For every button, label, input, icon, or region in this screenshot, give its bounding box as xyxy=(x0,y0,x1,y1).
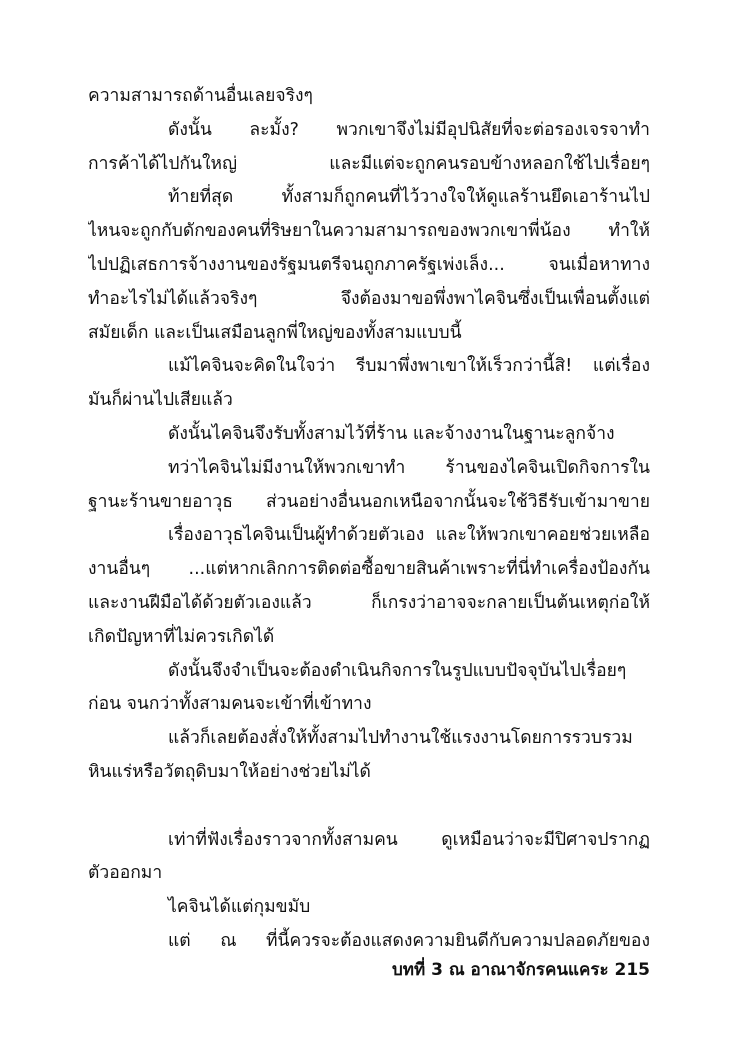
text-line: การค้าได้ไปกันใหญ่ และมีแต่จะถูกคนรอบข้างหลอกใช้ไปเรื่อยๆ xyxy=(88,153,650,174)
text-line: ฐานะร้านขายอาวุธ ส่วนอย่างอื่นนอกเหนือจากนั้นจะใช้วิธีรับเข้ามาขาย xyxy=(88,491,650,512)
text-line: แม้ไคจินจะคิดในใจว่า รีบมาพึ่งพาเขาให้เร็วกว่านี้สิ! แต่เรื่อง xyxy=(168,356,650,377)
text-line: ทำอะไรไม่ได้แล้วจริงๆ จึงต้องมาขอพึ่งพาไคจินซึ่งเป็นเพื่อนตั้งแต่ xyxy=(88,288,650,309)
text-line: ก่อน จนกว่าทั้งสามคนจะเข้าที่เข้าทาง xyxy=(88,694,372,715)
text-line: ทว่าไคจินไม่มีงานให้พวกเขาทำ ร้านของไคจินเปิดกิจการใน xyxy=(168,457,650,478)
text-line: ดังนั้น ละมั้ง? พวกเขาจึงไม่มีอุปนิสัยที่จะต่อรองเจรจาทำ xyxy=(168,119,650,140)
paragraph-gap xyxy=(88,790,650,824)
text-line: แต่ ณ ที่นี้ควรจะต้องแสดงความยินดีกับความปลอดภัยของ xyxy=(168,930,650,951)
text-line: สมัยเด็ก และเป็นเสมือนลูกพี่ใหญ่ของทั้งสามแบบนี้ xyxy=(88,322,462,343)
text-line: แล้วก็เลยต้องสั่งให้ทั้งสามไปทำงานใช้แรงงานโดยการรวบรวม xyxy=(168,728,633,749)
text-line: ท้ายที่สุด ทั้งสามก็ถูกคนที่ไว้วางใจให้ดูแลร้านยึดเอาร้านไป xyxy=(168,187,650,208)
text-line: ดังนั้นไคจินจึงรับทั้งสามไว้ที่ร้าน และจ้างงานในฐานะลูกจ้าง xyxy=(168,423,615,444)
body-text xyxy=(88,80,650,959)
text-line: งานอื่นๆ ...แต่หากเลิกการติดต่อซื้อขายสินค้าเพราะที่นี่ทำเครื่องป้องกัน xyxy=(88,559,650,580)
text-line: เกิดปัญหาที่ไม่ควรเกิดได้ xyxy=(88,626,275,647)
text-line: ความสามารถด้านอื่นเลยจริงๆ xyxy=(88,86,313,106)
text-line: ไปปฏิเสธการจ้างงานของรัฐมนตรีจนถูกภาครัฐเพ่งเล็ง... จนเมื่อหาทาง xyxy=(88,254,650,275)
text-line: ไหนจะถูกกับดักของคนที่ริษยาในความสามารถของพวกเขาพี่น้อง ทำให้ xyxy=(88,221,650,242)
text-line: มันก็ผ่านไปเสียแล้ว xyxy=(88,390,233,411)
text-line: เท่าที่ฟังเรื่องราวจากทั้งสามคน ดูเหมือนว่าจะมีปิศาจปรากฏ xyxy=(168,829,650,850)
text-line: ดังนั้นจึงจำเป็นจะต้องดำเนินกิจการในรูปแบบปัจจุบันไปเรื่อยๆ xyxy=(168,660,627,681)
text-line: ไคจินได้แต่กุมขมับ xyxy=(168,897,311,918)
text-line: และงานฝีมือได้ด้วยตัวเองแล้ว ก็เกรงว่าอาจจะกลายเป็นต้นเหตุก่อให้ xyxy=(88,592,650,613)
text-line: ตัวออกมา xyxy=(88,863,163,884)
running-head-page-number: บทที่ 3 ณ อาณาจักรคนแคระ 215 xyxy=(391,960,650,980)
text-line: เรื่องอาวุธไคจินเป็นผู้ทำด้วยตัวเอง และให้พวกเขาคอยช่วยเหลือ xyxy=(168,525,650,546)
text-line: หินแร่หรือวัตถุดิบมาให้อย่างช่วยไม่ได้ xyxy=(88,761,371,782)
